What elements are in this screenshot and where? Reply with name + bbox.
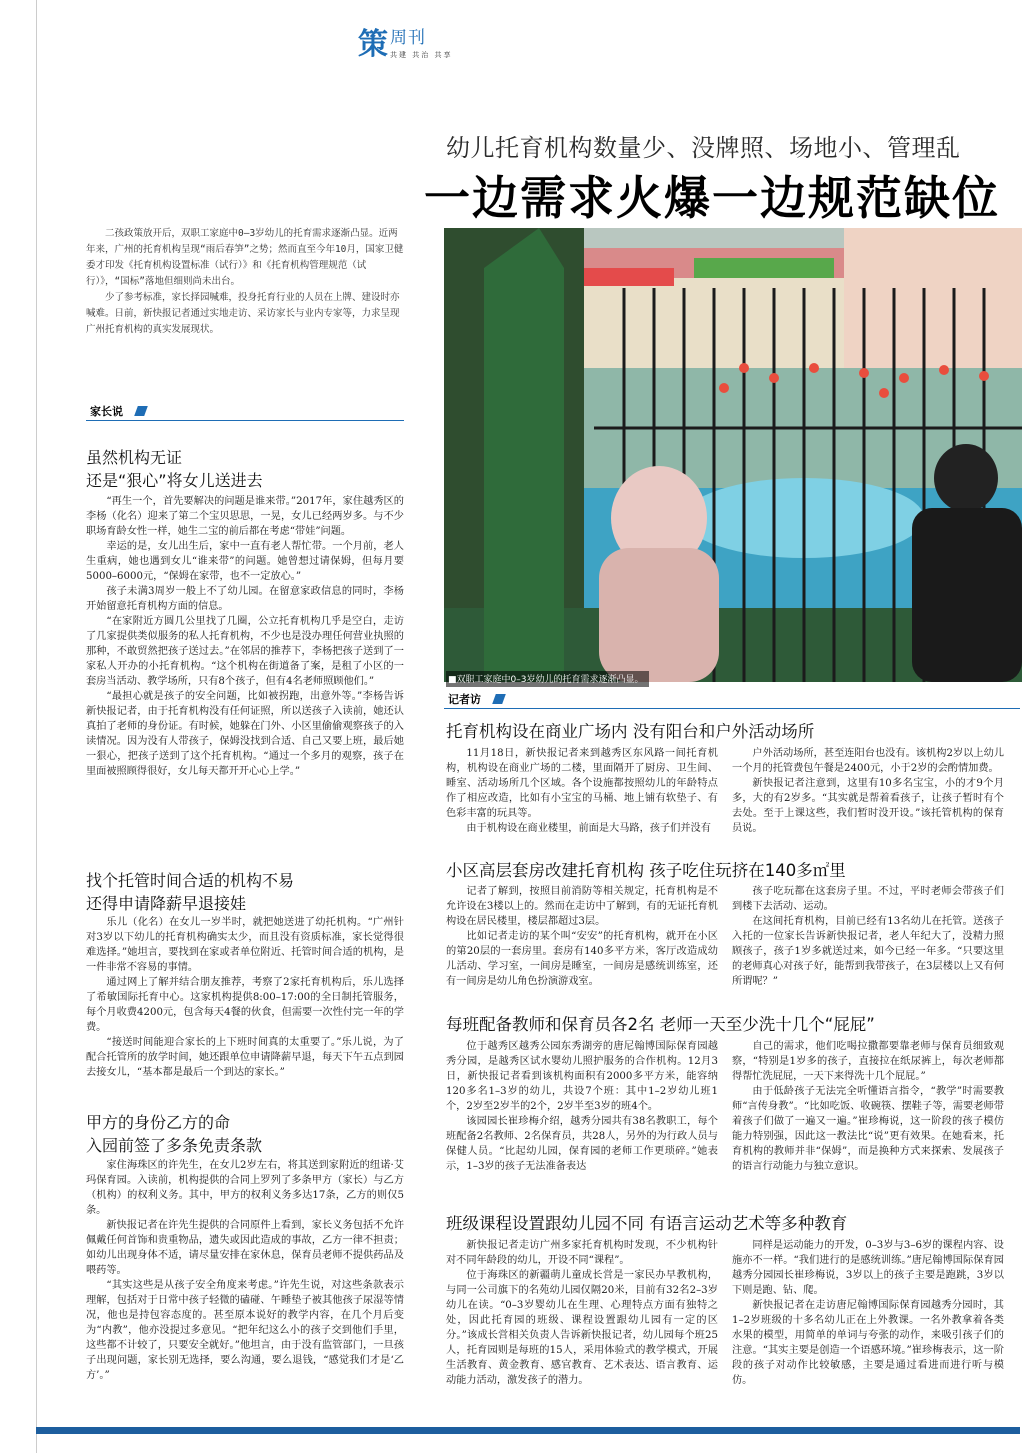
paragraph: 由于低龄孩子无法完全听懂语言指令，“教学”时需要教师“言传身教”。“比如吃饭、收碗筷、摆鞋子等，需要老师带着孩子们做了一遍又一遍。”崔珍梅说，这一阶段的孩子模仿能力特别强，因此这一教法比“说”更有效果。在她看来，托育机构的教师并非“保姆”，而是换种方式来探索、发展孩子的语言行动能力与独立意识。 [732, 1086, 1004, 1172]
paragraph: 乐儿（化名）在女儿一岁半时，就把她送进了幼托机构。“广州针对3岁以下幼儿的托育机构确实太少，而且没有资质标准，家长觉得很难选择。”她坦言，要找到在家或者单位附近、托管时间合适的机构，是一件非常不容易的事情。 [86, 917, 404, 973]
paragraph: 孩子吃玩都在这套房子里。不过，平时老师会带孩子们到楼下去活动、运动。 [732, 886, 1004, 912]
section-title: 托育机构设在商业广场内 没有阳台和户外活动场所 [446, 722, 815, 741]
paragraph: 记者了解到，按照目前消防等相关规定，托育机构是不允许设在3楼以上的。然而在走访中了解到，有的无证托育机构设在居民楼里，楼层都超过3层。 [446, 886, 718, 927]
paragraph: 新快报记者在许先生提供的合同原件上看到，家长义务包括不允许佩戴任何首饰和贵重物品，遗失或因此造成的事故，乙方一律不担责；如幼儿出现身体不适，请尽量安排在家休息，保育员老师不提供药品及喂药等。 [86, 1220, 404, 1276]
paragraph: 由于机构设在商业楼里，前面是大马路，孩子们并没有 [466, 823, 711, 834]
photo-kindergarten [444, 228, 1022, 682]
paragraph: 通过网上了解并结合朋友推荐，考察了2家托育机构后，乐儿选择了希敏国际托育中心。这家机构提供8:00–17:00的全日制托管服务，每个月收费4200元，包含每天4餐的伙食，但需要一次性付完一年的学费。 [86, 977, 404, 1033]
intro-paragraph: 二孩政策放开后，双职工家庭中0–3岁幼儿的托育需求逐渐凸显。近两年来，广州的托育机构呈现“雨后春笋”之势；然而直至今年10月，国家卫健委才印发《托育机构设置标准（试行）》和《托育机构管理规范（试行）》，“国标”落地但细则尚未出台。 [86, 228, 404, 287]
paragraph: 同样是运动能力的开发，0–3岁与3–6岁的课程内容、设施亦不一样。“我们进行的是感统训练。”唐尼翰博国际保育园越秀分园园长崔珍梅说，3岁以上的孩子主要是跑跳，3岁以下则是跑、钻、爬。 [732, 1240, 1004, 1296]
section-title [86, 1111, 262, 1157]
page-left-margin [0, 0, 37, 1453]
section-tag-label: 记者访 [448, 693, 481, 706]
section-tag-label: 家长说 [90, 405, 123, 418]
article-column [732, 1238, 1004, 1388]
paragraph: 家住海珠区的许先生，在女儿2岁左右，将其送到家附近的纽诺·艾玛保育园。入读前，机构提供的合同上罗列了多条甲方（家长）与乙方（机构）的权利义务。其中，甲方的权利义务多达17条，乙方的则仅5条。 [86, 1160, 404, 1216]
paragraph: 孩子未满3周岁一般上不了幼儿园。在留意家政信息的同时，李杨开始留意托育机构方面的信息。 [86, 586, 404, 612]
paragraph: 新快报记者在走访唐尼翰博国际保育园越秀分园时，其1–2岁班级的十多名幼儿正在上外教课。一名外教拿着各类水果的模型，用简单的单词与夸张的动作，来吸引孩子们的注意。“其实主要是创造一个语感环境。”崔珍梅表示，这一阶段的孩子对动作比较敏感，主要是通过看进而进行听与模仿。 [732, 1300, 1004, 1386]
masthead-slogan: 共建 共治 共享 [390, 51, 453, 59]
paragraph: “其实这些是从孩子安全角度来考虑。”许先生说，对这些条款表示理解，包括对于日常中孩子轻微的磕碰、午睡垫子被其他孩子尿湿等情况，他也是持包容态度的。甚至原本说好的教学内容，在几个月后变为“内教”，他亦没提过多意见。“把年纪这么小的孩子交到他们手里，这些都不计较了，只要安全就好。”他坦言，由于没有监管部门，一旦孩子出现问题，家长别无选择，要么沟通，要么退钱，“感觉我们才是‘乙方’。” [86, 1280, 404, 1381]
section-title-line: 还得申请降薪早退接娃 [86, 894, 247, 913]
section-title: 小区高层套房改建托育机构 孩子吃住玩挤在140多㎡里 [446, 861, 846, 880]
paragraph: “最担心就是孩子的安全问题，比如被拐跑，出意外等。”李杨告诉新快报记者，由于托育机构没有任何证照，所以送孩子入读前，她还认真拍了老师的身份证。有时候，她躲在门外、小区里偷偷观察孩子的入读情况。因为没有人带孩子，保姆没找到合适、自己又要上班，最后她一狠心，把孩子送到了这个托育机构。“通过一个多月的观察，孩子在里面被照顾得很好，女儿每天都开开心心上学。” [86, 691, 404, 777]
paragraph: “在家附近方圆几公里找了几圈，公立托育机构几乎是空白，走访了几家提供类似服务的私人托育机构，不少也是没办理任何营业执照的那种，不敢贸然把孩子送过去。”在邻居的推荐下，李杨把孩子送到了一家私人开办的小托育机构。“这个机构在街道备了案，是租了小区的一套房当活动、教学场所，只有8个孩子，但有4名老师照顾他们。” [86, 616, 404, 687]
photo-caption: ■双职工家庭中0–3岁幼儿的托育需求逐渐凸显。 [446, 671, 649, 687]
page-right-margin [1018, 0, 1024, 1453]
section-title: 班级课程设置跟幼儿园不同 有语言运动艺术等多种教育 [446, 1214, 848, 1233]
section-title-line: 找个托管时间合适的机构不易 [86, 871, 295, 890]
masthead [358, 28, 452, 62]
paragraph: 在这间托育机构，目前已经有13名幼儿在托管。送孩子入托的一位家长告诉新快报记者，老人年纪大了，没精力照顾孩子，孩子1岁多就送过来，如今已经一年多。“只要这里的老师真心对孩子好，能帮到我带孩子，在3层楼以上又有何所谓呢？” [732, 916, 1004, 987]
paragraph: 该园园长崔珍梅介绍，越秀分园共有38名教职工，每个班配备2名教师、2名保育员，共28人，另外的为行政人员与保健人员。“比起幼儿园，保育园的老师工作更琐碎。”她表示，1–3岁的孩子无法准备表达 [446, 1116, 718, 1172]
article-column [446, 884, 718, 989]
article-column [446, 746, 718, 836]
intro-paragraph: 少了参考标准，家长择园喊难，投身托育行业的人员在上牌、建设时亦喊难。日前，新快报记者通过实地走访、采访家长与业内专家等，力求呈现广州托育机构的真实发展现状。 [86, 292, 400, 335]
headline: 一边需求火爆一边规范缺位 [424, 171, 1000, 225]
paragraph: 新快报记者注意到，这里有10多名宝宝，小的才9个月多，大的有2岁多。“其实就是帮着看孩子，让孩子暂时有个去处。至于上课这些，我们暂时没开设。”该托管机构的保育员说。 [732, 778, 1004, 834]
paragraph: 位于越秀区越秀公园东秀湖旁的唐尼翰博国际保育园越秀分园，是越秀区试水婴幼儿照护服务的合作机构。12月3日，新快报记者看到该机构面积有2000多平方米，能容纳120多名1–3岁的幼儿，共设7个班：其中1–2岁幼儿班1个，2岁至2岁半的2个，2岁半至3岁的班4个。 [446, 1041, 718, 1112]
article-column [732, 1039, 1004, 1174]
article-column [446, 1238, 718, 1388]
article-body [86, 915, 404, 1080]
section-title-line: 虽然机构无证 [86, 448, 183, 467]
intro [86, 226, 406, 338]
paragraph: “接送时间能迎合家长的上下班时间真的太重要了。”乐儿说，为了配合托管所的放学时间，她还跟单位申请降薪早退，每天下午五点到园去接女儿，“基本都是最后一个到达的家长。” [86, 1037, 404, 1078]
section-tag-reporter [444, 690, 1020, 709]
bottom-rule [36, 1427, 1020, 1434]
article-body [86, 494, 404, 779]
section-title [86, 446, 263, 492]
masthead-right [390, 28, 452, 60]
paragraph: 比如记者走访的某个叫“安安”的托育机构，就开在小区的第20层的一套房里。套房有140多平方米，客厅改造成幼儿活动、学习室，一间房是睡室，一间房是感统训练室，还有一间房是幼儿角色扮演游戏室。 [446, 931, 718, 987]
paragraph: 位于海珠区的新疆萌儿童成长営是一家民办早教机构，与同一公司旗下的名苑幼儿园仅隔20米，目前有32名2–3岁幼儿在读。“0–3岁婴幼儿在生理、心理特点方面有独特之处，因此托育园的班级、课程设置跟幼儿园有一定的区分。”该成长営相关负责人告诉新快报记者，幼儿园每个班25人，托育园则是每班的15人，采用体验式的教学模式，开展生活教育、黄金教育、感官教育、艺术表达、语言教育、运动能力活动，激发孩子的潜力。 [446, 1270, 718, 1386]
section-title-line: 还是“狠心”将女儿送进去 [86, 471, 263, 490]
masthead-brand: 策 [358, 27, 388, 62]
section-tag-parents [86, 402, 404, 421]
paragraph: 11月18日，新快报记者来到越秀区东风路一间托育机构，机构设在商业广场的二楼，里面隔开了厨房、卫生间、睡室、活动场所几个区域。各个设施都按照幼儿的年龄特点作了相应改造，比如有小宝宝的马桶、地上铺有软垫子、有色彩丰富的玩具等。 [446, 748, 718, 819]
masthead-section: 周刊 [390, 28, 426, 48]
section-title-line: 入园前签了多条免责条款 [86, 1136, 263, 1155]
section-title [86, 869, 294, 915]
article-column [446, 1039, 718, 1174]
section-title-line: 甲方的身份乙方的命 [86, 1113, 231, 1132]
section-title: 每班配备教师和保育员各2名 老师一天至少洗十几个“屁屁” [446, 1015, 875, 1034]
paragraph: 户外活动场所，甚至连阳台也没有。该机构2岁以上幼儿一个月的托管费包午餐是2400元，小于2岁的会酌情加费。 [732, 748, 1004, 774]
section-tag-marker [134, 406, 148, 416]
paragraph: 自己的需求，他们吃喝拉撒都要靠老师与保育员细致观察，“特别是1岁多的孩子，直接拉在纸尿裤上，每次老师都得帮忙洗屁屁，一天下来得洗十几个屁屁。” [732, 1041, 1004, 1082]
kicker: 幼儿托育机构数量少、没牌照、场地小、管理乱 [446, 134, 961, 162]
paragraph: 幸运的是，女儿出生后，家中一直有老人帮忙带。一个月前，老人生重病，她也遇到女儿“谁来带”的问题。她曾想过请保姆，但每月要5000–6000元，“保姆在家带，也不一定放心。” [86, 541, 404, 582]
section-tag-marker [492, 694, 506, 704]
article-body [86, 1158, 404, 1383]
article-column [732, 746, 1004, 836]
article-column [732, 884, 1004, 989]
paragraph: 新快报记者走访广州多家托育机构时发现，不少机构针对不同年龄段的幼儿，开设不同“课程”。 [446, 1240, 718, 1266]
photo-illustration [444, 228, 1022, 682]
paragraph: “再生一个，首先要解决的问题是谁来带。”2017年，家住越秀区的李杨（化名）迎来了第二个宝贝思思，一晃，女儿已经两岁多。与不少职场育龄女性一样，她生二宝的前后都在考虑“带娃”问题。 [86, 496, 404, 537]
